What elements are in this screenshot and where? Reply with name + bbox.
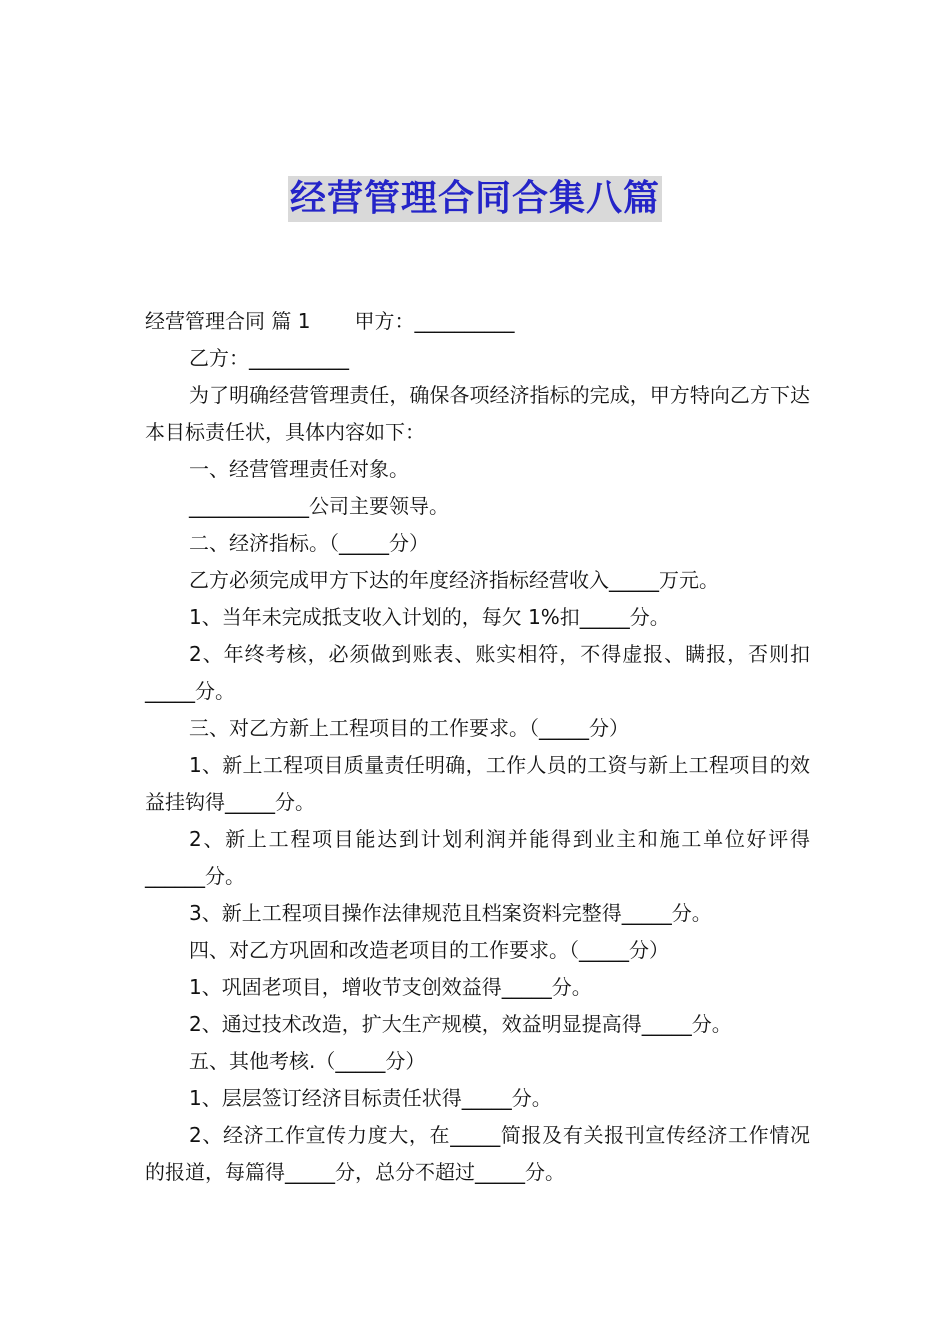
clause-paragraph: 3、新上工程项目操作法律规范且档案资料完整得_____分。 <box>189 901 712 925</box>
clause-paragraph: 五、其他考核.（_____分） <box>189 1049 426 1073</box>
clause-paragraph: 1、层层签订经济目标责任状得_____分。 <box>189 1086 552 1110</box>
clause-paragraph: 二、经济指标。（_____分） <box>189 531 429 555</box>
party-a-field: 甲方：__________ <box>354 309 515 333</box>
clause-paragraph: 四、对乙方巩固和改造老项目的工作要求。（_____分） <box>189 938 669 962</box>
intro-paragraph: 为了明确经营管理责任，确保各项经济指标的完成，甲方特向乙方下达本目标责任状，具体内容如下： <box>145 383 810 444</box>
clause-paragraph: 2、年终考核，必须做到账表、账实相符，不得虚报、瞒报，否则扣_____分。 <box>145 642 810 703</box>
clause-paragraph: 1、巩固老项目，增收节支创效益得_____分。 <box>189 975 592 999</box>
clause-paragraph: 三、对乙方新上工程项目的工作要求。（_____分） <box>189 716 629 740</box>
clause-paragraph: ____________公司主要领导。 <box>189 494 449 518</box>
clause-paragraph: 2、通过技术改造，扩大生产规模，效益明显提高得_____分。 <box>189 1012 732 1036</box>
clause-paragraph: 2、经济工作宣传力度大，在_____简报及有关报刊宣传经济工作情况的报道，每篇得_____分，总分不超过_____分。 <box>145 1123 810 1184</box>
contract-label: 经营管理合同 篇 1 <box>145 309 311 333</box>
clause-paragraph: 2、新上工程项目能达到计划利润并能得到业主和施工单位好评得______分。 <box>145 827 810 888</box>
clause-paragraph: 1、新上工程项目质量责任明确，工作人员的工资与新上工程项目的效益挂钩得_____分。 <box>145 753 810 814</box>
document-title: 经营管理合同合集八篇 <box>288 176 662 222</box>
title-container <box>0 176 950 222</box>
party-b-field: 乙方：__________ <box>189 346 349 370</box>
clause-paragraph: 一、经营管理责任对象。 <box>189 457 409 481</box>
clause-paragraph: 乙方必须完成甲方下达的年度经济指标经营收入_____万元。 <box>189 568 719 592</box>
clause-paragraph: 1、当年未完成抵支收入计划的，每欠 1%扣_____分。 <box>189 605 670 629</box>
document-body <box>145 303 810 1191</box>
header-line <box>145 303 810 340</box>
